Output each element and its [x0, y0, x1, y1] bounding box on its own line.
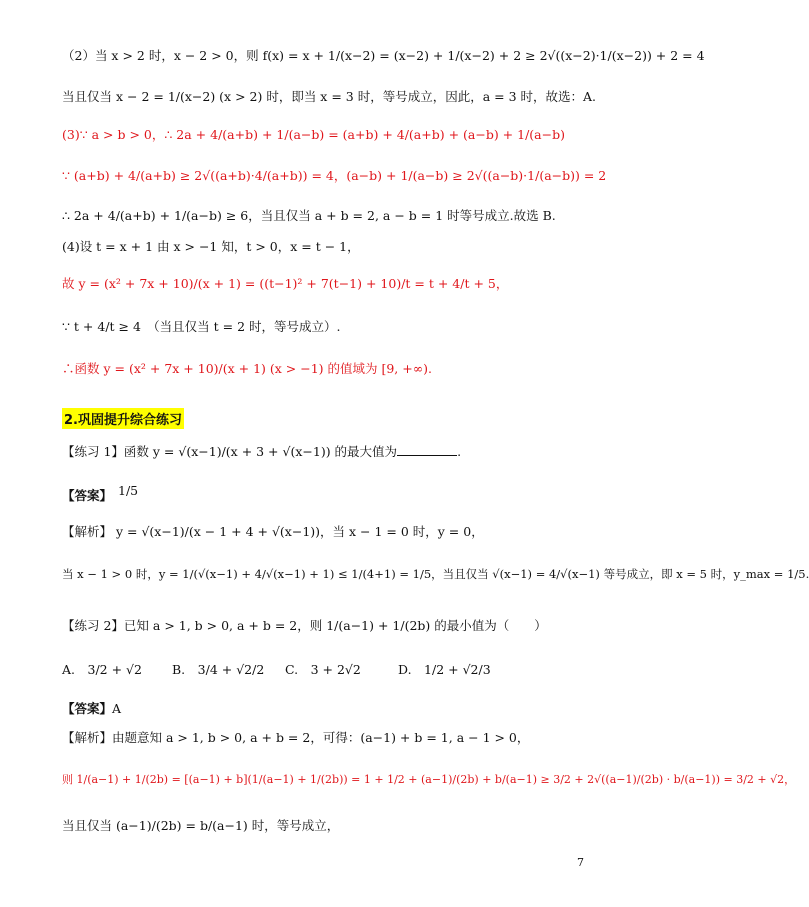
solution-line-3: (3)∵ a > b > 0，∴ 2a + 4/(a+b) + 1/(a−b) = (a+b) + 4/(a+b) + (a−b) + 1/(a−b): [62, 127, 565, 142]
exercise1-analysis-1: 【解析】 y = √(x−1)/(x − 1 + 4 + √(x−1))，当 x − 1 = 0 时，y = 0，: [62, 524, 484, 539]
solution-line-5: ∴ 2a + 4/(a+b) + 1/(a−b) ≥ 6，当且仅当 a + b = 2, a − b = 1 时等号成立.故选 B.: [62, 208, 556, 223]
exercise1-question-text: 【练习 1】函数 y = √(x−1)/(x + 3 + √(x−1)) 的最大值为: [62, 444, 398, 459]
exercise2-analysis-1: 【解析】由题意知 a > 1, b > 0, a + b = 2，可得：(a−1) + b = 1, a − 1 > 0，: [62, 730, 530, 745]
solution-line-4: ∵ (a+b) + 4/(a+b) ≥ 2√((a+b)·4/(a+b)) = 4，(a−b) + 1/(a−b) ≥ 2√((a−b)·1/(a−b)) = 2: [62, 168, 607, 183]
exercise2-option-b: B. 3/4 + √2/2: [172, 662, 265, 677]
exercise1-question: 【练习 1】函数 y = √(x−1)/(x + 3 + √(x−1)) 的最大值为 .: [62, 444, 462, 459]
exercise2-analysis-3: 当且仅当 (a−1)/(2b) = b/(a−1) 时，等号成立，: [62, 818, 340, 833]
exercise1-analysis-2: 当 x − 1 > 0 时，y = 1/(√(x−1) + 4/√(x−1) + 1) ≤ 1/(4+1) = 1/5，当且仅当 √(x−1) = 4/√(x−1) 等号成立，即 x = 5 时，y_max = 1/5.: [62, 567, 809, 581]
solution-line-2: 当且仅当 x − 2 = 1/(x−2) (x > 2) 时，即当 x = 3 时，等号成立，因此，a = 3 时，故选：A.: [62, 89, 597, 104]
page-number: 7: [577, 856, 584, 869]
exercise2-answer: [62, 700, 602, 718]
exercise2-analysis-2: 则 1/(a−1) + 1/(2b) = [(a−1) + b](1/(a−1) + 1/(2b)) = 1 + 1/2 + (a−1)/(2b) + b/(a−1) ≥ 3/2 + 2√((a−1)/(2b) · b/(a−1)) = 3/2 + √2，: [62, 773, 796, 786]
solution-line-8: ∵ t + 4/t ≥ 4 （当且仅当 t = 2 时，等号成立）.: [62, 319, 341, 334]
solution-line-7: 故 y = (x² + 7x + 10)/(x + 1) = ((t−1)² + 7(t−1) + 10)/t = t + 4/t + 5，: [62, 276, 509, 291]
exercise2-question: 【练习 2】已知 a > 1, b > 0, a + b = 2，则 1/(a−1) + 1/(2b) 的最小值为（ ）: [62, 618, 547, 633]
section-heading: 2.巩固提升综合练习: [62, 408, 184, 429]
exercise2-option-a: A. 3/2 + √2: [62, 662, 142, 677]
solution-line-1: （2）当 x > 2 时，x − 2 > 0，则 f(x) = x + 1/(x−2) = (x−2) + 1/(x−2) + 2 ≥ 2√((x−2)·1/(x−2)) + 2 = 4: [62, 48, 705, 63]
solution-line-6: (4)设 t = x + 1 由 x > −1 知，t > 0，x = t − 1，: [62, 239, 360, 254]
answer-blank: [397, 443, 457, 456]
exercise2-option-d: D. 1/2 + √2/3: [398, 662, 491, 677]
exercise2-answer-value: A: [112, 701, 122, 716]
exercise2-option-c: C. 3 + 2√2: [285, 662, 361, 677]
exercise2-answer-label: 【答案】: [62, 701, 113, 716]
exercise1-answer-value: 1/5: [118, 483, 139, 498]
exercise1-answer-label: 【答案】: [62, 488, 113, 503]
solution-line-9: ∴函数 y = (x² + 7x + 10)/(x + 1) (x > −1) 的值域为 [9, +∞).: [62, 361, 432, 376]
